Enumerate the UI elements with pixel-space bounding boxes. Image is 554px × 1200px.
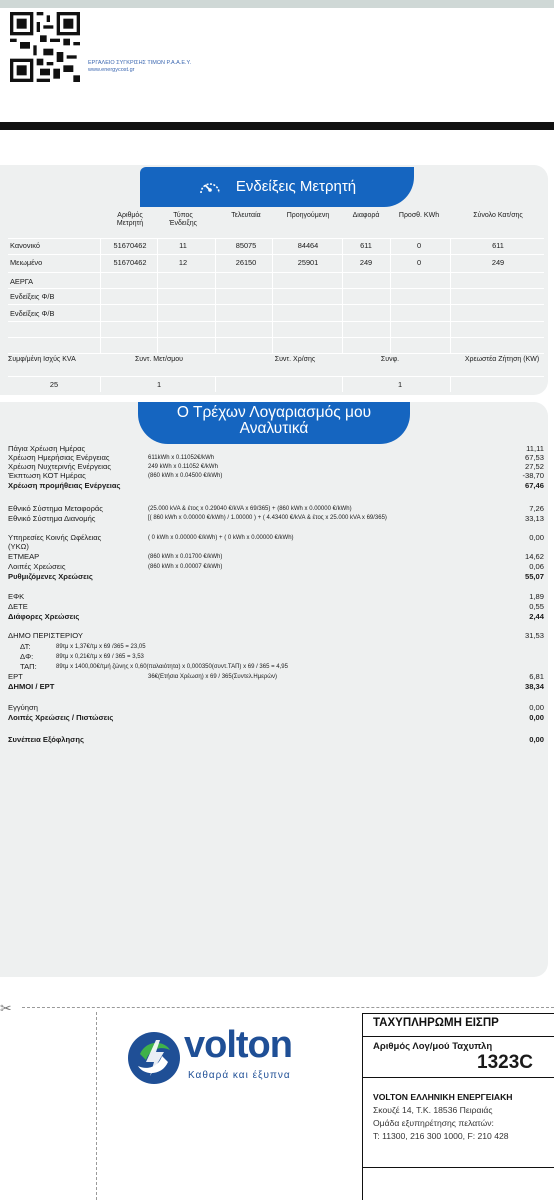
account-line-amount: 67,53	[524, 453, 544, 462]
top-band	[0, 0, 554, 8]
account-line-label: ΕΤΜΕΑΡ	[8, 552, 40, 561]
account-line-amount: 67,46	[524, 481, 544, 490]
account-line	[8, 602, 544, 612]
meter-subheader: Συντ. Χρ/σης	[274, 356, 316, 363]
account-line	[8, 612, 544, 622]
meter-cell: 51670462	[113, 241, 147, 250]
account-line-detail: (860 kWh x 0.00007 €/kWh)	[148, 564, 223, 570]
account-line-label: ΔΕΤΕ	[8, 602, 28, 611]
company-address: Σκουζέ 14, Τ.Κ. 18536 Πειραιάς	[373, 1105, 493, 1115]
account-line-label: (ΥΚΩ)	[8, 542, 29, 551]
brand-name: volton	[184, 1024, 292, 1066]
account-line	[8, 703, 544, 713]
meter-readings-title: Ενδείξεις Μετρητή	[235, 178, 357, 195]
meter-column-header: Προηγούμενη	[286, 212, 330, 219]
account-line-amount: 1,89	[529, 592, 544, 601]
account-line-label: ΤΑΠ:	[20, 662, 37, 671]
account-line-detail: (860 kWh x 0.01700 €/kWh)	[148, 554, 223, 560]
meter-cell: 25901	[297, 258, 319, 267]
account-line	[8, 481, 544, 491]
meter-row-label: Κανονικό	[10, 241, 40, 250]
meter-row-label: Μειωμένο	[10, 258, 43, 267]
grid-line	[8, 272, 544, 273]
account-line-amount: 7,26	[529, 504, 544, 513]
account-line-amount: 55,07	[524, 572, 544, 581]
account-line-detail: 89τμ x 0,21€/τμ x 69 / 365 = 3,53	[56, 654, 144, 660]
account-line	[8, 631, 544, 641]
account-line	[8, 562, 544, 572]
quick-payment-title: ΤΑΧΥΠΛΗΡΩΜΗ ΕΙΣΠΡ	[373, 1017, 499, 1029]
divider-rule	[0, 122, 554, 130]
account-line	[8, 471, 544, 481]
scissors-icon: ✂	[0, 1000, 12, 1016]
meter-readings-tab	[140, 167, 414, 207]
grid-line	[8, 254, 544, 255]
account-line-label: Υπηρεσίες Κοινής Ωφέλειας	[8, 533, 102, 542]
grid-line	[450, 376, 451, 392]
account-line-label: Ρυθμιζόμενες Χρεώσεις	[8, 572, 93, 581]
meter-subheader: Συμφ/μένη Ισχύς KVA	[8, 356, 76, 363]
account-line-amount: 11,11	[526, 444, 544, 453]
meter-cell: 85075	[235, 241, 257, 250]
account-line-amount: 27,52	[524, 462, 544, 471]
comparison-tool-name: ΕΡΓΑΛΕΙΟ ΣΥΓΚΡΙΣΗΣ ΤΙΜΩΝ Ρ.Α.Α.Ε.Υ.	[88, 60, 192, 66]
meter-subheader: Συντ. Μετ/σμου	[134, 356, 184, 363]
account-line	[8, 682, 544, 692]
meter-column-header: Τελευταία	[231, 212, 261, 219]
grid-line	[100, 376, 101, 392]
account-line-amount: 14,62	[524, 552, 544, 561]
account-line-label: ΕΡΤ	[8, 672, 23, 681]
grid-line	[390, 238, 391, 353]
meter-subheader: Συνφ.	[380, 356, 400, 363]
divider	[363, 1036, 554, 1037]
account-line-label: Λοιπές Χρεώσεις	[8, 562, 66, 571]
account-line-amount: 2,44	[529, 612, 544, 621]
account-line-detail: 249 kWh x 0.11052 €/kWh	[148, 464, 218, 470]
account-line-label: Έκπτωση ΚΟΤ Ημέρας	[8, 471, 86, 480]
account-line-amount: -38,70	[522, 471, 544, 480]
current-account-tab	[138, 402, 410, 444]
account-line-label: Συνέπεια Εξόφλησης	[8, 735, 84, 744]
account-line-label: Εθνικό Σύστημα Μεταφοράς	[8, 504, 103, 513]
current-account-subtitle: Αναλυτικά	[239, 420, 309, 437]
account-line-amount: 31,53	[524, 631, 544, 640]
account-line-label: Εγγύηση	[8, 703, 38, 712]
grid-line	[8, 353, 544, 354]
account-line-label: Λοιπές Χρεώσεις / Πιστώσεις	[8, 713, 114, 722]
account-line-label: Εθνικό Σύστημα Διανομής	[8, 514, 96, 523]
meter-row-label: ΑΕΡΓΑ	[10, 277, 34, 286]
account-line-amount: 38,34	[524, 682, 544, 691]
meter-cell: 249	[491, 258, 505, 267]
grid-line	[8, 304, 544, 305]
account-line	[8, 652, 544, 662]
customer-service-phones: Τ: 11300, 216 300 1000, F: 210 428	[373, 1131, 509, 1141]
cut-line	[22, 1007, 554, 1008]
account-line-label: Διάφορες Χρεώσεις	[8, 612, 80, 621]
comparison-tool-caption	[88, 60, 191, 74]
grid-line	[342, 238, 343, 353]
grid-line	[8, 376, 544, 377]
company-name: VOLTON ΕΛΛΗΝΙΚΗ ΕΝΕΡΓΕΙΑΚΗ	[373, 1092, 513, 1102]
qr-code	[10, 12, 80, 82]
account-line-detail: 611kWh x 0.11052€/kWh	[148, 455, 215, 461]
meter-column-header: Τύπος Ένδειξης	[169, 212, 197, 227]
customer-service-label: Ομάδα εξυπηρέτησης πελατών:	[373, 1118, 494, 1128]
meter-cell: 26150	[235, 258, 257, 267]
meter-cell: 11	[179, 241, 187, 250]
meter-cell: 611	[360, 241, 372, 250]
account-line-amount: 6,81	[529, 672, 544, 681]
grid-line	[8, 337, 544, 338]
account-line-amount: 0,00	[529, 533, 544, 542]
cut-line-vertical	[96, 1012, 97, 1200]
grid-line	[8, 321, 544, 322]
account-line-label: ΔΦ:	[20, 652, 34, 661]
account-line-detail: 89τμ x 1,37€/τμ x 69 /365 = 23,05	[56, 644, 146, 650]
account-line-label: Χρέωση Νυχτερινής Ενέργειας	[8, 462, 112, 471]
account-line	[8, 542, 544, 552]
grid-line	[450, 238, 451, 353]
account-line-detail: (860 kWh x 0.04500 €/kWh)	[148, 473, 223, 479]
account-line	[8, 514, 544, 524]
payment-account-label: Αριθμός Λογ/μού Ταχυπλη	[373, 1041, 493, 1052]
meter-column-header: Διαφορά	[352, 212, 380, 219]
meter-subvalue: 25	[49, 380, 59, 389]
divider	[363, 1077, 554, 1078]
logo-mark-icon	[126, 1030, 182, 1086]
grid-line	[215, 376, 216, 392]
account-line-detail: [( 860 kWh x 0.00000 €/kWh) / 1.00000 ) + ( 4.43400 €/kVA & έτος x 25.000 kVA x 69/365)	[148, 515, 387, 521]
account-line	[8, 662, 544, 672]
account-line-label: Χρέωση Ημερήσιας Ενέργειας	[8, 453, 110, 462]
account-line	[8, 672, 544, 682]
account-line-label: Χρέωση προμήθειας Ενέργειας	[8, 481, 121, 490]
account-line	[8, 713, 544, 723]
meter-row-label: Ενδείξεις Φ/Β	[10, 309, 55, 318]
account-line-detail: (25.000 kVA & έτος x 0.29040 €/kVA x 69/365) + (860 kWh x 0.00000 €/kWh)	[148, 506, 352, 512]
meter-subvalue: 1	[156, 380, 162, 389]
gauge-icon	[198, 178, 222, 196]
account-line-amount: 0,00	[529, 703, 544, 712]
current-account-title: Ο Τρέχων Λογαριασμός μου	[176, 404, 372, 421]
meter-column-header: Αριθμός Μετρητή	[116, 212, 144, 227]
account-line	[8, 735, 544, 745]
grid-line	[342, 376, 343, 392]
divider	[363, 1167, 554, 1168]
grid-line	[8, 238, 544, 239]
account-line-label: ΔΤ:	[20, 642, 31, 651]
meter-cell: 12	[178, 258, 188, 267]
quick-payment-box	[362, 1013, 554, 1200]
account-line-detail: 89τμ x 1400,00€/τμή ζώνης x 0,60(παλαιότητα) x 0,000350(συντ.ΤΑΠ) x 69 / 365 = 4,95	[56, 664, 288, 670]
account-line-amount: 0,00	[529, 735, 544, 744]
account-line-label: ΕΦΚ	[8, 592, 25, 601]
grid-line	[215, 238, 216, 353]
meter-subvalue: 1	[397, 380, 403, 389]
volton-logo	[126, 1024, 346, 1088]
meter-cell: 0	[416, 241, 422, 250]
account-line	[8, 504, 544, 514]
account-line-label: ΔΗΜΟΙ / ΕΡΤ	[8, 682, 55, 691]
meter-column-header: Σύνολο Κατ/σης	[473, 212, 523, 219]
meter-cell: 611	[492, 241, 504, 250]
payment-account-number: 1323С	[477, 1052, 533, 1073]
meter-subheader: Χρεωστέα Ζήτηση (KW)	[464, 356, 540, 363]
account-line-detail: ( 0 kWh x 0.00000 €/kWh) + ( 0 kWh x 0.00000 €/kWh)	[148, 535, 294, 541]
meter-row-label: Ενδείξεις Φ/Β	[10, 292, 55, 301]
grid-line	[100, 238, 101, 353]
account-line-amount: 0,00	[529, 713, 544, 722]
account-line	[8, 592, 544, 602]
comparison-tool-url[interactable]: www.energycost.gr	[88, 67, 135, 73]
grid-line	[272, 238, 273, 353]
account-line-amount: 33,13	[524, 514, 544, 523]
meter-cell: 0	[416, 258, 422, 267]
meter-column-header: Προσθ. KWh	[398, 212, 440, 219]
account-line-amount: 0,55	[529, 602, 544, 611]
meter-cell: 51670462	[113, 258, 147, 267]
grid-line	[8, 288, 544, 289]
account-line-amount: 0,06	[529, 562, 544, 571]
brand-tagline: Καθαρά και έξυπνα	[188, 1070, 291, 1081]
account-line	[8, 572, 544, 582]
grid-line	[157, 238, 158, 353]
account-line-label: ΔΗΜΟ ΠΕΡΙΣΤΕΡΙΟΥ	[8, 631, 83, 640]
meter-cell: 249	[359, 258, 373, 267]
account-line-label: Πάγια Χρέωση Ημέρας	[8, 444, 86, 453]
account-line	[8, 552, 544, 562]
account-line	[8, 642, 544, 652]
meter-cell: 84464	[297, 241, 319, 250]
account-line-detail: 36€(Ετήσια Χρέωση) x 69 / 365(Συντελ.Ημερών)	[148, 674, 277, 680]
